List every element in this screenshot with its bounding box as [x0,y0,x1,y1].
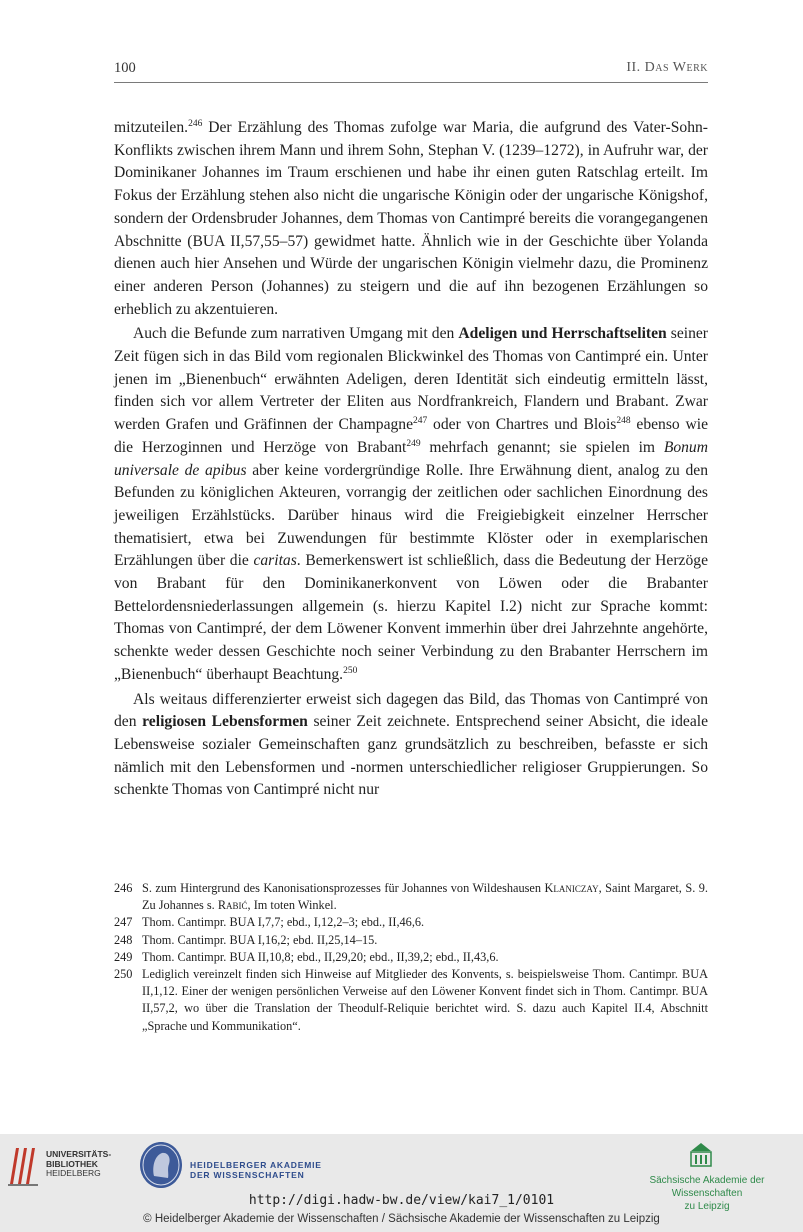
ub-heidelberg-logo[interactable] [8,1144,112,1188]
copyright-notice: © Heidelberger Akademie der Wissenschaften / Sächsische Akademie der Wissenschaften zu Leipzig [143,1213,660,1225]
body-text [114,117,708,804]
footnote-250: 250 Lediglich vereinzelt finden sich Hinweise auf Mitglieder des Konvents, s. beispielsweise Thom. Cantimpr. BUA II,1,12. Einer der wenigen persönlichen Verweise auf den Löwener Konvent findet sich in Thom. Cantimpr. BUA II,57,2, wo über die Translation der Theodulf-Reliquie berichtet wird. S. dazu auch Kapitel II.4, Abschnitt „Sprache und Kommunikation“. [114,967,708,1033]
ub-logo-icon [8,1144,40,1188]
paragraph-1: mitzuteilen.$^{246}$ Der Erzählung des Thomas zufolge war Maria, die aufgrund des Vater-Sohn-Konflikts zwischen ihrem Mann und ihrem Sohn, Stephan V. (1239–1272), in Aufruhr war, der Dominikaner Johannes im Traum erschienen und habe ihr einen guten Ratschlag erteilt. Im Fokus der Erzählung stehen also nicht die ungarische Königin oder der ungarische Königshof, sondern der Ordensbruder Johannes, dem Thomas von Cantimpré bereits die vorangegangenen Abschnitte (BUA II,57,55–57) gewidmet hatte. Ähnlich wie in der Geschichte über Yolanda dienen auch hier Ansehen und Würde der ungarischen Königin vielmehr dazu, die Prominenz einer anderen Person (Johannes) zu steigern und die auf ihn bezogenen Erzählungen so erheblich zu akzentuieren. [114,119,708,318]
paragraph-2: Auch die Befunde zum narrativen Umgang mit den Adeligen und Herrschaftseliten seiner Zeit fügen sich in das Bild vom regionalen Blickwinkel des Thomas von Cantimpré ein. Unter jenen im „Bienenbuch“ erwähnten Adeligen, deren Identität sich eindeutig ermitteln lässt, finden sich vor allem Vertreter der Eliten aus Nordfrankreich, Flandern und Brabant. Zwar werden Grafen und Gräfinnen der Champagne$^{247}$ oder von Chartres und Blois$^{248}$ ebenso wie die Herzoginnen und Herzöge von Brabant$^{249}$ mehrfach genannt; sie spielen im Bonum universale de apibus aber keine vordergründige Rolle. Ihre Erwähnung dient, analog zu den Befunden zu königlichen Akteuren, vorrangig der zeitlichen oder sachlichen Einordnung des jeweiligen Erzählstücks. Darüber hinaus wird die Freigiebigkeit einzelner Herrscher thematisiert, etwa bei Zuwendungen für bestimmte Klöster oder in exemplarischen Erzählungen über die caritas. Bemerkenswert ist schließlich, dass die Bedeutung der Herzöge von Brabant für den Dominikanerkonvent von Löwen oder die Brabanter Bettelordensniederlassungen allgemein (s. hierzu Kapitel I.2) nicht zur Sprache kommt: Thomas von Cantimpré, der dem Löwener Konvent immerhin über drei Jahrzehnte angehörte, schenkte weder dessen Geschichte noch seiner Verbindung zu den Brabanter Herrschern im „Bienenbuch“ überhaupt Beachtung.$^{250}$ [114,325,709,683]
footnote-ref-250[interactable]: 250 [343,665,358,676]
footnote-ref-247[interactable]: 247 [413,416,428,427]
ub-logo-text: UNIVERSITÄTS- BIBLIOTHEK HEIDELBERG [46,1149,112,1178]
paragraph-3: Als weitaus differenzierter erweist sich dagegen das Bild, das Thomas von Cantimpré von den religiosen Lebensformen seiner Zeit zeichnete. Entsprechend seiner Absicht, die ideale Lebensweise sozialer Gemeinschaften ganz grundsätzlich zu beschreiben, befasste er sich nämlich mit den Lebensformen und -normen unterschiedlicher religioser Gruppierungen. So schenkte Thomas von Cantimpré nicht nur [114,690,708,799]
footnotes [114,880,708,1035]
footnote-ref-246[interactable]: 246 [188,119,203,129]
minerva-seal-icon [140,1142,182,1188]
footnote-249: 249 Thom. Cantimpr. BUA II,10,8; ebd., II,29,20; ebd., II,39,2; ebd., II,43,6. [114,949,499,964]
source-url[interactable]: http://digi.hadw-bw.de/view/kai7_1/0101 [248,1193,555,1208]
hadw-logo[interactable] [140,1142,340,1196]
footnote-ref-248[interactable]: 248 [616,416,631,427]
page-header [114,58,708,83]
running-head: II. Das Werk [626,60,708,75]
footnote-ref-249[interactable]: 249 [406,438,421,449]
footnote-246: 246 S. zum Hintergrund des Kanonisationsprozesses für Johannes von Wildeshausen Klaniczay, Saint Margaret, S. 9. Zu Johannes s. Rabić, Im toten Winkel. [114,881,708,913]
hadw-logo-text: HEIDELBERGER AKADEMIE DER WISSENSCHAFTEN [190,1160,322,1180]
footnote-247: 247 Thom. Cantimpr. BUA I,7,7; ebd., I,12,2–3; ebd., II,46,6. [114,915,425,930]
page-number: 100 [114,60,136,76]
footnote-248: 248 Thom. Cantimpr. BUA I,16,2; ebd. II,25,14–15. [114,932,378,947]
saw-logo-text: Sächsische Akademie der Wissenschaften zu Leipzig [649,1175,765,1212]
building-icon [689,1142,713,1168]
